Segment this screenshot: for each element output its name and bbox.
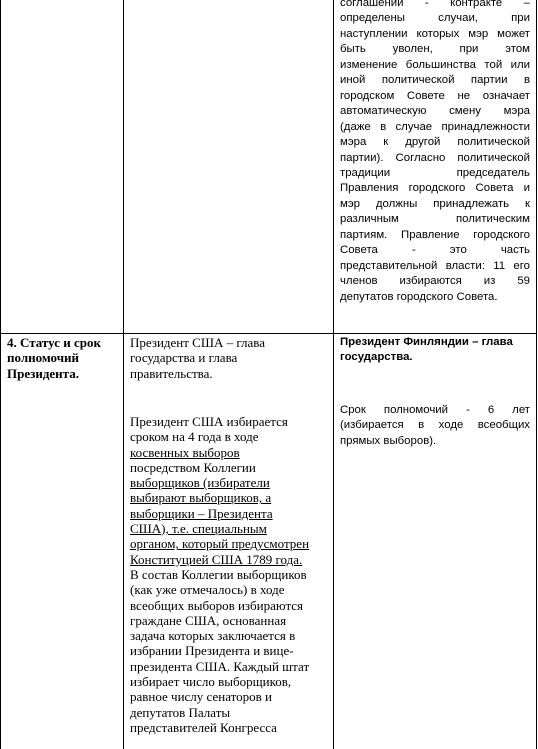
text-line: Президент Финляндии – глава xyxy=(340,336,513,348)
text-line: Конституцией США 1789 года. xyxy=(130,551,303,567)
text-line: прямых выборов). xyxy=(340,434,437,447)
finland-president-term xyxy=(340,403,530,449)
text-line: наступлении которых мэр может xyxy=(340,27,530,40)
text-line: различным политическим xyxy=(340,213,530,226)
text-line: определены случаи, при xyxy=(340,12,530,25)
text-line: Президент США – глава xyxy=(130,335,266,350)
heading-line: Президента. xyxy=(7,365,79,381)
text-line: Правления городского Совета и xyxy=(340,182,530,195)
text-line: органом, который предусмотрен xyxy=(130,536,310,552)
text-line: Президент США избирается xyxy=(130,414,288,429)
text-line: равное числу сенаторов и xyxy=(130,689,272,705)
usa-president-election-text xyxy=(130,414,330,735)
usa-president-intro xyxy=(130,335,330,381)
text-line: граждане США, основанная xyxy=(130,612,287,628)
row-top-col3-text xyxy=(340,0,530,305)
row-separator xyxy=(0,333,537,334)
text-line: представителей Конгресса xyxy=(130,719,277,735)
text-line: представительной власти: 11 его xyxy=(340,259,530,272)
text-line: избирает число выборщиков, xyxy=(130,674,292,690)
text-line: мэр должны принадлежать к xyxy=(340,197,530,210)
heading-line: полномочий xyxy=(7,350,80,366)
text-line: выборщики – Президента xyxy=(130,505,273,521)
text-line: депутатов Палаты xyxy=(130,704,231,720)
text-line: президента США. Каждый штат xyxy=(130,658,310,674)
text-line: партии). Согласно политической xyxy=(340,151,530,164)
heading-line: 4. Статус и срок xyxy=(7,335,101,350)
text-line: традиции председатель xyxy=(340,166,530,179)
text-line: США), т.е. специальным xyxy=(130,521,267,537)
table-divider-1 xyxy=(123,0,124,749)
text-line: правительства. xyxy=(130,365,213,381)
finland-president-title xyxy=(340,335,532,366)
text-line: мэра к другой политической xyxy=(340,136,530,149)
text-line xyxy=(130,445,330,460)
text-line: соглашении - контракте – xyxy=(340,0,530,9)
text-line: Совета - это часть xyxy=(340,244,530,257)
table-border-right xyxy=(536,0,537,749)
underlined-text: косвенных выборов xyxy=(130,444,240,460)
text-line: быть уволен, при этом xyxy=(340,43,530,56)
text-line: (даже в случае принадлежности xyxy=(340,120,530,133)
text-line: Срок полномочий - 6 лет xyxy=(340,404,530,416)
text-line: городском Совете не означает xyxy=(340,89,530,102)
text-line: избрании Президента и вице- xyxy=(130,643,294,659)
text-line: задача которых заключается в xyxy=(130,628,296,644)
row-president-heading xyxy=(7,335,121,381)
text-line: государства. xyxy=(340,351,413,364)
text-line: сроком на 4 года в ходе xyxy=(130,429,259,445)
table-border-left xyxy=(0,0,1,749)
table-divider-2 xyxy=(333,0,334,749)
text-line: членов избираются из 59 xyxy=(340,275,530,288)
text-line: депутатов городского Совета. xyxy=(340,290,498,303)
text-line: иной политической партии в xyxy=(340,74,530,87)
text-line: автоматическую смену мэра xyxy=(340,105,530,118)
text-line: всеобщих выборов избираются xyxy=(130,597,304,613)
text-line: партиям. Правление городского xyxy=(340,228,530,241)
text-line: посредством Коллегии xyxy=(130,459,256,475)
text-line: выбирают выборщиков, а xyxy=(130,490,272,506)
text-line: (избирается в ходе всеобщих xyxy=(340,419,530,432)
text-line: изменение большинства той или xyxy=(340,58,530,71)
text-line: выборщиков (избиратели xyxy=(130,475,270,491)
text-line: государства и глава xyxy=(130,350,238,366)
text-line: В состав Коллегии выборщиков xyxy=(130,566,307,582)
text-line: (как уже отмечалось) в ходе xyxy=(130,582,285,598)
